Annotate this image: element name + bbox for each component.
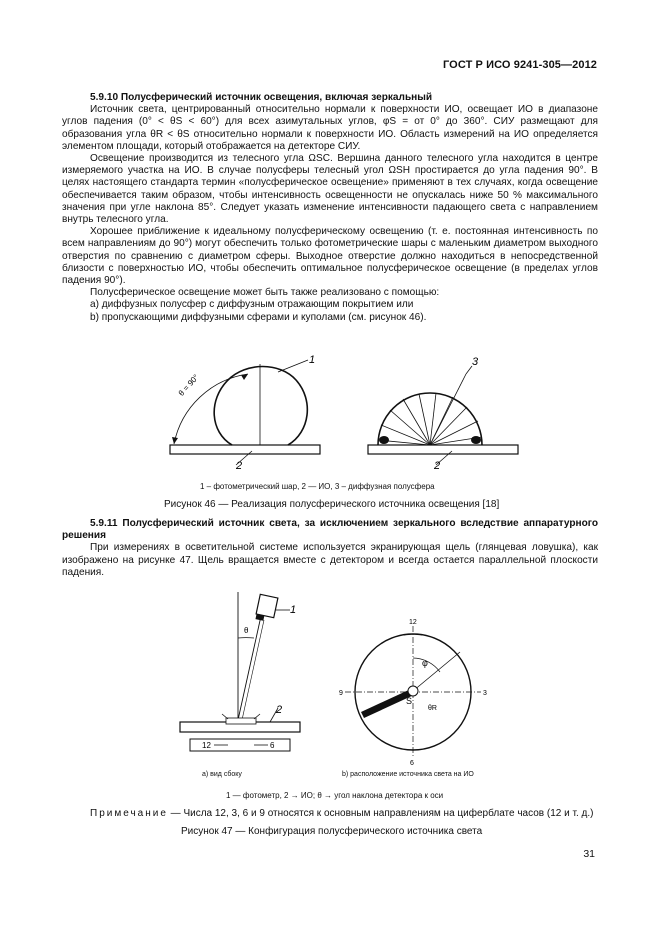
clock-label-12: 12 [202,741,211,750]
paragraph: Источник света, центрированный относительно нормали к поверхности ИО, освещает ИО в диапазоне углов падения (0° < θS < 60°) для всех азимутальных углов, φS = от 0° до 360°. СИУ размещают для образования угла θR < θS относительно нормали к поверхности ИО. Область измерений на ИО определяется элементом площади, который отображается на детекторе СИУ. [62,104,598,152]
dial-9: 9 [339,690,343,697]
s-label: S [406,696,413,706]
phi-label: φ [422,658,428,668]
label-2: 2 [236,460,243,472]
label-2: 2 [276,704,283,716]
page-number: 31 [583,848,595,860]
label-3: 3 [472,356,479,368]
note-text: — Числа 12, 3, 6 и 9 относятся к основным направлениям на циферблате часов (12 и т. д.) [167,808,594,819]
shield-slit [226,718,256,724]
figure-47-caption: Рисунок 47 — Конфигурация полусферического источника света [181,826,483,837]
theta-r-label: θR [428,705,437,712]
label-1: 1 [309,354,316,366]
theta-label: θ [244,626,249,635]
detector-axis [238,616,261,720]
photometer-icon [256,594,278,617]
label-2: 2 [434,460,441,472]
photometric-sphere [214,367,307,446]
figure-46-legend: 1 – фотометрический шар, 2 — ИО, 3 – диффузная полусфера [200,482,435,491]
paragraph: При измерениях в осветительной системе используется экранирующая щель (глянцевая ловушка), как изображено на рисунке 47. Щель вращается вместе с детектором и всегда остается параллельной плоскости падения. [62,542,598,578]
list-item: b) пропускающими диффузными сферами и куполами (см. рисунок 46). [90,311,427,323]
measuring-spot [408,686,418,696]
note-word: Примечание [90,808,168,819]
section-heading: 5.9.10 Полусферический источник освещения, включая зеркальный [90,92,433,103]
lamp-icon [471,436,481,444]
arrow-line [222,714,228,719]
arrow-head [241,374,248,380]
ray-lines [378,374,482,445]
figure-47-drawing [170,588,510,774]
detector-axis [242,620,264,720]
paragraph: Освещение производится из телесного угла ΩSC. Вершина данного телесного угла находится в центре измеряемого участка на ИО. В случае полусферы телесный угол ΩSH простирается до угла падения 90°. В целях настоящего стандарта термин «полусферическое освещение» применяют в тех случаях, когда освещение обеспечивается таким образом, чтобы интенсивность освещенности не опускалась ниже 50 % максимального значения при угле наклона 85°. Следует указать изменение интенсивности падающего света с направлением внутрь телесного угла. [62,153,598,226]
figure-47-subcaption-a: a) вид сбоку [202,771,242,778]
paragraph: Полусферическое освещение может быть также реализовано с помощью: [90,287,440,299]
figure-47-note [90,808,593,819]
test-object-plate [368,445,518,454]
figure-46-drawing [140,352,520,474]
arrow-head [172,437,178,444]
standard-header: ГОСТ Р ИСО 9241-305—2012 [442,59,597,71]
section-5-9-11 [62,518,598,579]
dial-6: 6 [410,760,414,767]
figure-46-caption: Рисунок 46 — Реализация полусферического источника освещения [18] [164,499,500,510]
label-1: 1 [290,604,297,616]
test-object-plate [170,445,320,454]
paragraph: Хорошее приближение к идеальному полусферическому освещению (т. е. постоянная интенсивность по всем направлениям до 90°) могут обеспечить только фотометрические шары с маленьким диаметром выходного отверстия по сравнению с диаметром сферы. Выходное отверстие должно находиться в непосредственной близости с поверхностью ИО, чтобы обеспечить оптимальное полусферическое освещение (в пределах углов падения 90°). [62,226,598,287]
figure-47-subcaption-b: b) расположение источника света на ИО [342,771,474,778]
list-item: a) диффузных полусфер с диффузным отражающим покрытием или [90,299,414,311]
lamp-icon [379,436,389,444]
figure-47-legend: 1 — фотометр, 2 → ИО; θ → угол наклона детектора к оси [226,791,444,800]
angle-label: θ = 90° [176,372,201,398]
dial-3: 3 [483,690,487,697]
arrow-line [254,714,260,719]
leader-line [278,360,308,372]
clock-label-6: 6 [270,741,275,750]
diffuse-hemisphere [378,393,482,445]
dial-12: 12 [409,619,417,626]
detector-direction [413,652,460,691]
section-heading: 5.9.11 Полусферический источник света, за исключением зеркального вследствие аппаратурного решения [62,518,598,542]
section-5-9-10 [62,92,598,324]
